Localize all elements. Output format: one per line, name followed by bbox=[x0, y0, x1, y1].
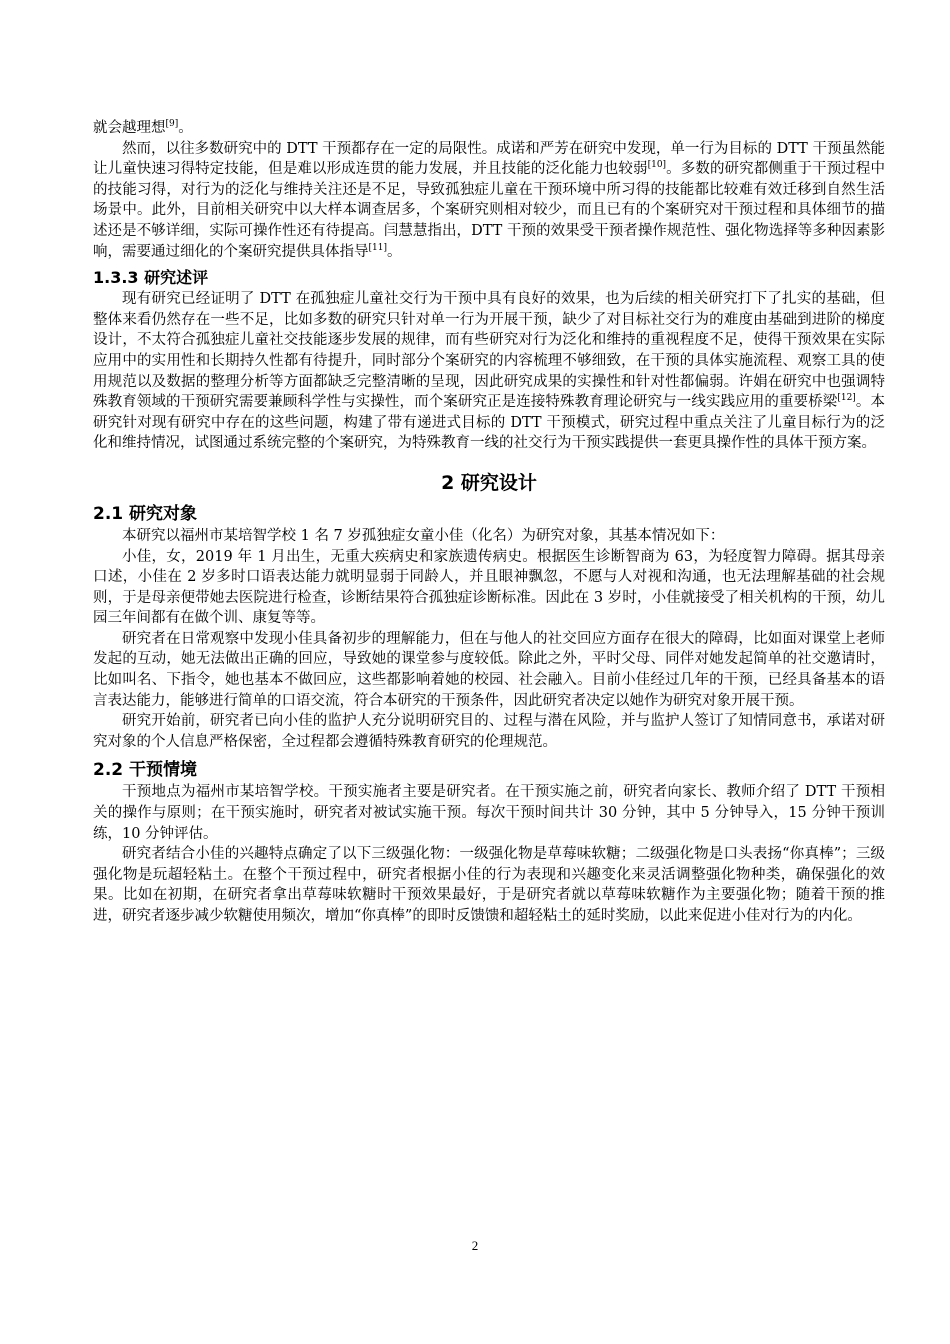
paragraph-limitations: 然而，以往多数研究中的 DTT 干预都存在一定的局限性。成诺和严芳在研究中发现，单一行为目标的 DTT 干预虽然能让儿童快速习得特定技能，但是难以形成连贯的能力发展，并且技能的泛化能力也较弱[10]。多数的研究都侧重于干预过程中的技能习得，对行为的泛化与维持关注还是不足，导致孤独症儿童在干预环境中所习得的技能都比较难有效迁移到自然生活场景中。此外，目前相关研究中以大样本调查居多，个案研究则相对较少，而且已有的个案研究对干预过程和具体细节的描述还是不够详细，实际可操作性还有待提高。闫慧慧指出，DTT 干预的效果受干预者操作规范性、强化物选择等多种因素影响，需要通过细化的个案研究提供具体指导[11]。 bbox=[93, 140, 885, 260]
citation: [10] bbox=[647, 160, 667, 171]
citation: [9] bbox=[165, 119, 179, 130]
citation: [11] bbox=[368, 242, 387, 253]
page-body bbox=[93, 118, 885, 927]
paragraph-review: 现有研究已经证明了 DTT 在孤独症儿童社交行为干预中具有良好的效果，也为后续的相关研究打下了扎实的基础，但整体来看仍然存在一些不足，比如多数的研究只针对单一行为开展干预，缺少了对目标社交行为的难度由基础到进阶的梯度设计，不太符合孤独症儿童社交技能逐步发展的规律，而有些研究对行为泛化和维持的重视程度不足，使得干预效果在实际应用中的实用性和长期持久性都有待提升，同时部分个案研究的内容梳理不够细致，在干预的具体实施流程、观察工具的使用规范以及数据的整理分析等方面都缺乏完整清晰的呈现，因此研究成果的实操性和针对性都偏弱。许娟在研究中也强调特殊教育领域的干预研究需要兼顾科学性与实操性，而个案研究正是连接特殊教育理论研究与一线实践应用的重要桥梁[12]。本研究针对现有研究中存在的这些问题，构建了带有递进式目标的 DTT 干预模式，研究过程中重点关注了儿童目标行为的泛化和维持情况，试图通过系统完整的个案研究，为特殊教育一线的社交行为干预实践提供一套更具操作性的具体干预方案。 bbox=[93, 291, 886, 452]
paragraph-subject-basic: 小佳，女，2019 年 1 月出生，无重大疾病史和家族遗传病史。根据医生诊断智商为 63，为轻度智力障碍。据其母亲口述，小佳在 2 岁多时口语表达能力就明显弱于同龄人，并且眼神飘忽，不愿与人对视和沟通，也无法理解基础的社会规则，于是母亲便带她去医院进行检查，诊断结果符合孤独症诊断标准。因此在 3 岁时，小佳就接受了相关机构的干预，幼儿园三年间都有在做个训、康复等等。 bbox=[93, 548, 885, 627]
paragraph-ethics: 研究开始前，研究者已向小佳的监护人充分说明研究目的、过程与潜在风险，并与监护人签订了知情同意书，承诺对研究对象的个人信息严格保密，全过程都会遵循特殊教育研究的伦理规范。 bbox=[93, 713, 885, 750]
page-number: 2 bbox=[471, 1238, 479, 1253]
citation: [12] bbox=[837, 393, 856, 404]
paragraph-subject-intro: 本研究以福州市某培智学校 1 名 7 岁孤独症女童小佳（化名）为研究对象，其基本情况如下： bbox=[122, 527, 725, 544]
section-heading-1-3-3: 1.3.3 研究述评 bbox=[93, 268, 209, 288]
paragraph-reinforcers: 研究者结合小佳的兴趣特点确定了以下三级强化物：一级强化物是草莓味软糖；二级强化物是口头表扬“你真棒”；三级强化物是玩超轻粘土。在整个干预过程中，研究者根据小佳的行为表现和兴趣变化来灵活调整强化物种类，确保强化的效果。比如在初期，在研究者拿出草莓味软糖时干预效果最好，于是研究者就以草莓味软糖作为主要强化物；随着干预的推进，研究者逐步减少软糖使用频次，增加“你真棒”的即时反馈馈和超轻粘土的延时奖励，以此来促进小佳对行为的内化。 bbox=[93, 846, 885, 924]
section-heading-2-2: 2.2 干预情境 bbox=[93, 760, 198, 781]
paragraph-subject-observation: 研究者在日常观察中发现小佳具备初步的理解能力，但在与他人的社交回应方面存在很大的障碍，比如面对课堂上老师发起的互动，她无法做出正确的回应，导致她的课堂参与度较低。除此之外，平时父母、同伴对她发起简单的社交邀请时，比如叫名、下指令，她也基本不做回应，这些都影响着她的校园、社会融入。目前小佳经过几年的干预，已经具备基本的语言表达能力，能够进行简单的口语交流，符合本研究的干预条件，因此研究者决定以她作为研究对象开展干预。 bbox=[93, 630, 885, 709]
section-heading-2-1: 2.1 研究对象 bbox=[93, 503, 198, 524]
paragraph-setting: 干预地点为福州市某培智学校。干预实施者主要是研究者。在干预实施之前，研究者向家长、教师介绍了 DTT 干预相关的操作与原则；在干预实施时，研究者对被试实施干预。每次干预时间共计 30 分钟，其中 5 分钟导入，15 分钟干预训练，10 分钟评估。 bbox=[93, 784, 885, 842]
chapter-heading-2: 2 研究设计 bbox=[441, 471, 537, 494]
paragraph-continued: 就会越理想[9]。 bbox=[93, 119, 193, 136]
